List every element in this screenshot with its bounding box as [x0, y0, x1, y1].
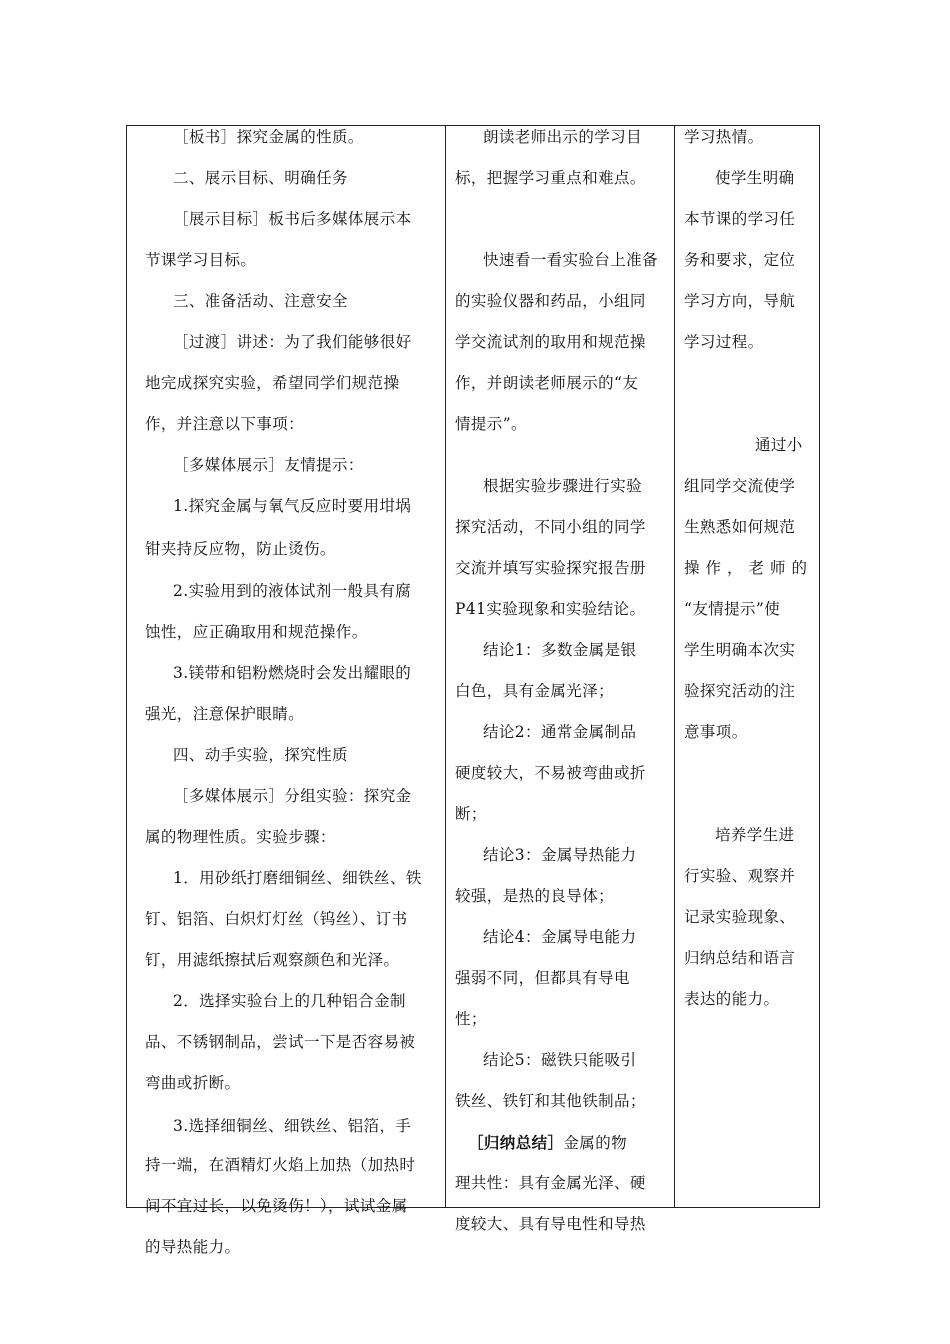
teacher-line: 蚀性，应正确取用和规范操作。	[145, 623, 368, 641]
teacher-line: 地完成探究实验，希望同学们规范操	[145, 374, 400, 392]
student-line: P41实验现象和实验结论。	[455, 600, 646, 618]
teacher-line: ［多媒体展示］友情提示：	[173, 456, 364, 474]
summary-heading: ［归纳总结］	[468, 1133, 564, 1152]
student-line: 强弱不同，但都具有导电	[455, 969, 630, 987]
teacher-line: 品、不锈钢制品，尝试一下是否容易被	[145, 1033, 416, 1051]
teacher-line: 3.选择细铜丝、细铁丝、铝箔，手	[173, 1117, 412, 1135]
teacher-line: 2．选择实验台上的几种铝合金制	[173, 992, 406, 1010]
teacher-line: 三、准备活动、注意安全	[173, 292, 348, 310]
teacher-line: ［多媒体展示］分组实验：探究金	[173, 787, 412, 805]
student-line: 情提示”。	[455, 415, 527, 433]
teacher-line: 1.探究金属与氧气反应时要用坩埚	[173, 497, 412, 515]
teacher-line: 间不宜过长，以免烫伤！），试试金属	[145, 1197, 408, 1215]
teacher-line: 钉、铝箔、白炽灯灯丝（钨丝）、订书	[145, 910, 408, 928]
teacher-line: 钉，用滤纸擦拭后观察颜色和光泽。	[145, 951, 400, 969]
student-line: 探究活动，不同小组的同学	[455, 518, 646, 536]
teacher-line: ［展示目标］板书后多媒体展示本	[173, 210, 412, 228]
student-line: 朗读老师出示的学习目	[483, 128, 643, 146]
student-line: 结论2：通常金属制品	[483, 723, 637, 741]
table-row	[127, 126, 820, 1208]
teacher-line: 作，并注意以下事项：	[145, 415, 305, 433]
teacher-line: 弯曲或折断。	[145, 1074, 241, 1092]
student-line: 较强，是热的良导体；	[455, 887, 615, 905]
intent-line: 表达的能力。	[684, 990, 780, 1008]
teacher-line: 1．用砂纸打磨细铜丝、细铁丝、铁	[173, 869, 422, 887]
teacher-line: 强光，注意保护眼睛。	[145, 705, 305, 723]
teacher-line: 持一端，在酒精灯火焰上加热（加热时	[145, 1156, 416, 1174]
student-line: 硬度较大，不易被弯曲或折	[455, 764, 646, 782]
teacher-line: 3.镁带和铝粉燃烧时会发出耀眼的	[173, 664, 412, 682]
student-line: 标，把握学习重点和难点。	[455, 169, 646, 187]
student-line: 作，并朗读老师展示的“友	[455, 374, 639, 392]
student-line: 根据实验步骤进行实验	[483, 477, 643, 495]
intent-line: 通过小	[755, 436, 803, 454]
design-intent-cell	[675, 126, 820, 1208]
teacher-line: 的导热能力。	[145, 1238, 241, 1256]
intent-line: 学习过程。	[684, 333, 764, 351]
intent-line: 学习方向，导航	[684, 292, 796, 310]
intent-line: 培养学生进	[715, 826, 795, 844]
intent-line: “友情提示”使	[684, 600, 781, 618]
student-line: 白色，具有金属光泽；	[455, 682, 615, 700]
student-line: 结论5：磁铁只能吸引	[483, 1051, 637, 1069]
student-line: 理共性：具有金属光泽、硬	[455, 1174, 646, 1192]
intent-line: 学习热情。	[684, 128, 764, 146]
summary-text: 金属的物	[563, 1134, 628, 1152]
intent-line: 本节课的学习任	[684, 210, 796, 228]
student-line: 断；	[455, 805, 487, 823]
student-line: 的实验仪器和药品，小组同	[455, 292, 646, 310]
intent-line: 学生明确本次实	[684, 641, 796, 659]
teacher-activity-cell	[127, 126, 446, 1256]
intent-line: 意事项。	[684, 723, 748, 741]
student-line: 铁丝、铁钉和其他铁制品；	[455, 1092, 646, 1110]
intent-line: 务和要求，定位	[684, 251, 796, 269]
student-line: 结论1：多数金属是银	[483, 641, 637, 659]
intent-line: 记录实验现象、	[684, 908, 796, 926]
student-line: 快速看一看实验台上准备	[483, 251, 658, 269]
lesson-plan-table	[126, 125, 820, 1256]
student-line: 交流并填写实验探究报告册	[455, 559, 646, 577]
intent-line: 使学生明确	[715, 169, 795, 187]
student-line: 结论3：金属导热能力	[483, 846, 637, 864]
student-activity-cell	[446, 126, 675, 1233]
student-line: 度较大、具有导电性和导热	[455, 1215, 646, 1233]
intent-line: 组同学交流使学	[684, 477, 796, 495]
teacher-line: 四、动手实验，探究性质	[173, 746, 348, 764]
student-line: 结论4：金属导电能力	[483, 928, 637, 946]
intent-line: 验探究活动的注	[684, 682, 796, 700]
student-line: 性；	[455, 1010, 487, 1028]
teacher-line: 节课学习目标。	[145, 251, 257, 269]
intent-line: 生熟悉如何规范	[684, 518, 796, 536]
teacher-line: 属的物理性质。实验步骤：	[145, 828, 336, 846]
student-line: 学交流试剂的取用和规范操	[455, 333, 646, 351]
teacher-line: ［过渡］讲述：为了我们能够很好	[173, 333, 412, 351]
teacher-line: 2.实验用到的液体试剂一般具有腐	[173, 582, 412, 600]
student-line	[468, 1122, 627, 1164]
intent-line: 行实验、观察并	[684, 867, 796, 885]
intent-line: 操作，老师的	[684, 559, 814, 577]
intent-line: 归纳总结和语言	[684, 949, 796, 967]
teacher-line: 钳夹持反应物，防止烫伤。	[145, 540, 336, 558]
teacher-line: 二、展示目标、明确任务	[173, 169, 348, 187]
teacher-line: ［板书］探究金属的性质。	[173, 128, 364, 146]
